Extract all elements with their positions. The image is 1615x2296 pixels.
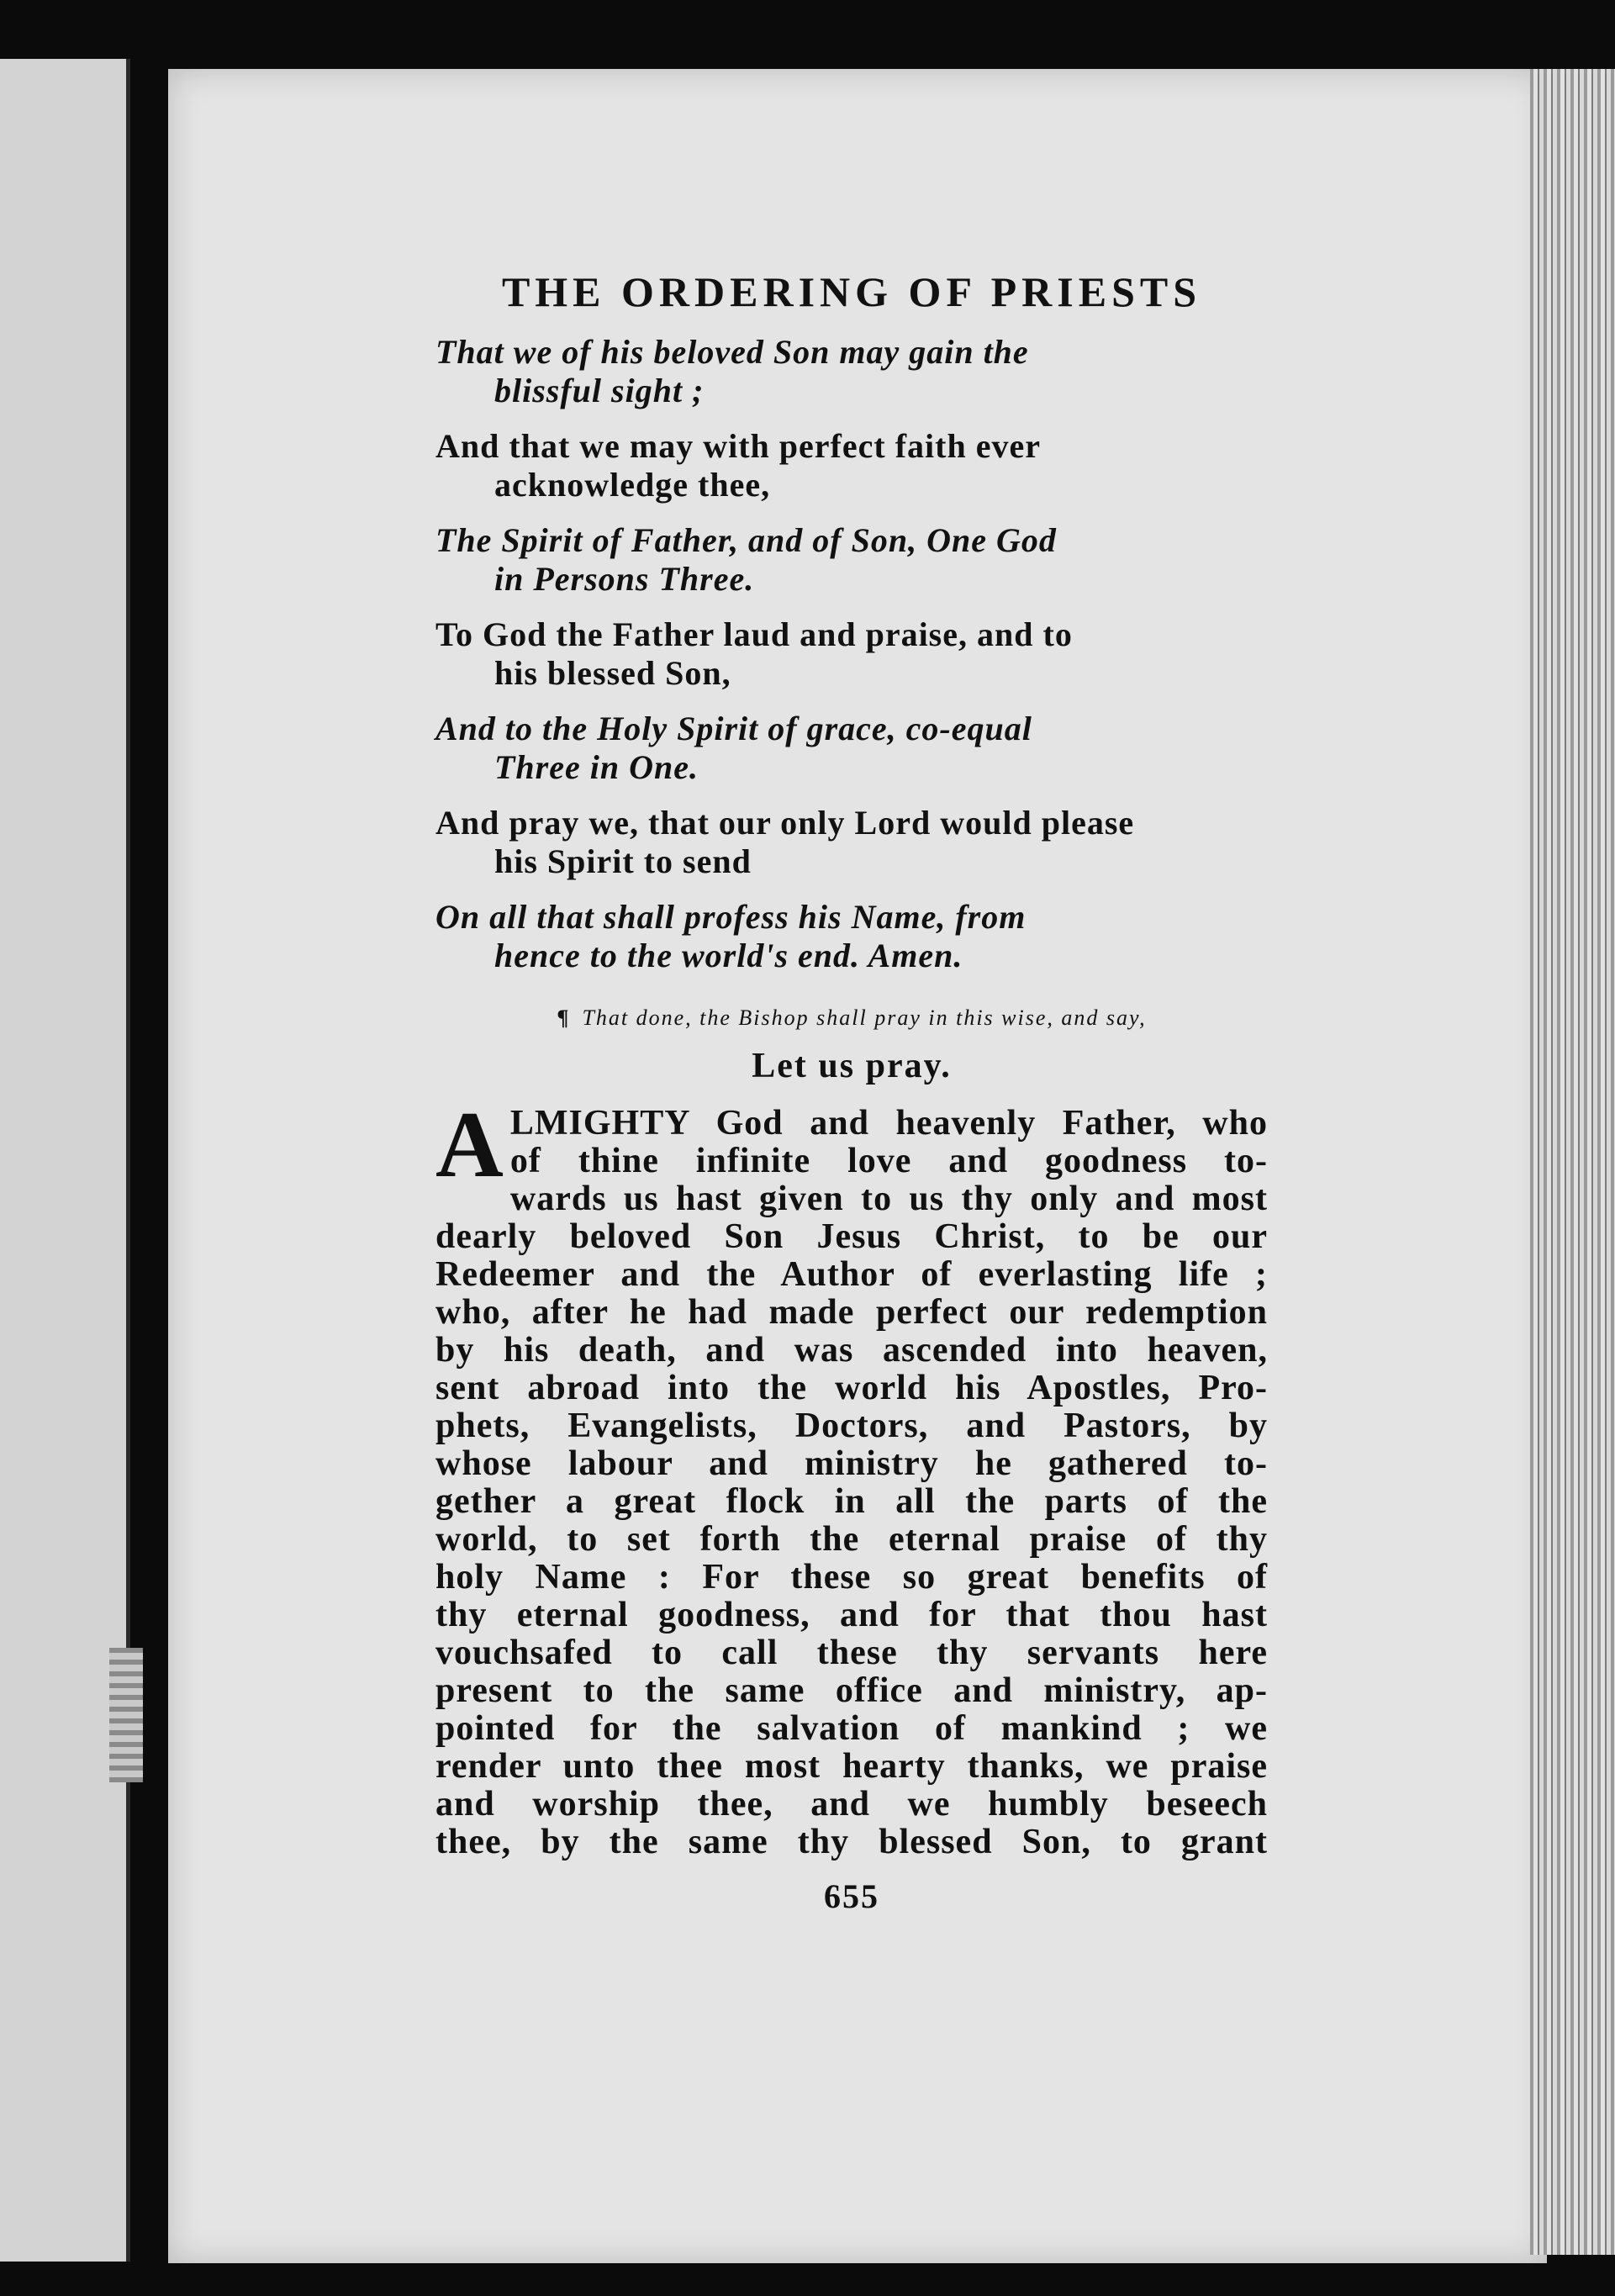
collect-line: dearly beloved Son Jesus Christ, to be our [435,1217,1268,1256]
verse-line: blissful sight ; [494,372,705,409]
pilcrow-icon: ¶ [557,1005,571,1030]
verse-line: hence to the world's end. Amen. [494,937,963,974]
verse-line: To God the Father laud and praise, and to [435,615,1073,653]
collect-line: and worship thee, and we humbly beseech [435,1785,1268,1824]
verse-line: acknowledge thee, [494,466,771,504]
collect-line: world, to set forth the eternal praise of thy [435,1520,1268,1559]
verse-line: And pray we, that our only Lord would please [435,804,1135,842]
rubric-text: That done, the Bishop shall pray in this wise, and say, [582,1005,1147,1030]
hymn-verses [435,333,1268,975]
collect-line: vouchsafed to call these thy servants here [435,1634,1268,1672]
collect-line: pointed for the salvation of mankind ; we [435,1709,1268,1748]
collect-line: thee, by the same thy blessed Son, to grant [435,1823,1268,1861]
verse-line: On all that shall profess his Name, from [435,898,1027,936]
collect-line: of thine infinite love and goodness to- [509,1142,1268,1180]
facing-page-damage [109,1648,143,1782]
collect-line: present to the same office and ministry, ap- [435,1671,1268,1710]
collect [435,1093,1268,1861]
verse [435,804,1268,881]
collect-line: Redeemer and the Author of everlasting life ; [435,1255,1268,1294]
verse-line: his Spirit to send [494,842,752,880]
collect-line: holy Name : For these so great benefits of [435,1558,1268,1597]
collect-line: phets, Evangelists, Doctors, and Pastors, by [435,1407,1268,1445]
page-stack-edge [1530,69,1615,2255]
collect-lines [435,1093,1268,1861]
collect-line: gether a great flock in all the parts of the [435,1482,1268,1521]
facing-page [0,59,128,2262]
prayer-heading: Let us pray. [752,1047,952,1085]
collect-line: thy eternal goodness, and for that thou hast [435,1596,1268,1634]
page-number: 655 [824,1877,879,1915]
collect-line: who, after he had made perfect our redemption [435,1293,1268,1332]
verse-line: And to the Holy Spirit of grace, co-equal [435,710,1032,747]
verse-line: his blessed Son, [494,654,731,692]
verse-line: That we of his beloved Son may gain the [435,333,1029,371]
drop-cap: A [435,1093,504,1197]
text-block [435,252,1268,1916]
collect-line: whose labour and ministry he gathered to- [435,1444,1268,1483]
verse-line: The Spirit of Father, and of Son, One God [435,521,1057,559]
collect-line: render unto thee most hearty thanks, we praise [435,1747,1268,1786]
verse [435,615,1268,693]
verse-line: in Persons Three. [494,560,755,598]
verse [435,427,1268,504]
running-head: THE ORDERING OF PRIESTS [501,268,1202,315]
verse [435,333,1268,410]
verse [435,898,1268,975]
facing-page-edge [126,59,130,2262]
collect-line: by his death, and was ascended into heaven, [435,1331,1268,1370]
collect-line: LMIGHTY God and heavenly Father, who [509,1104,1268,1143]
collect-line: wards us hast given to us thy only and most [509,1180,1268,1218]
verse [435,710,1268,787]
collect-line: sent abroad into the world his Apostles, Pro- [435,1369,1268,1407]
verse [435,521,1268,599]
rubric [435,1005,1268,1031]
verse-line: Three in One. [494,748,699,786]
verse-line: And that we may with perfect faith ever [435,427,1041,465]
